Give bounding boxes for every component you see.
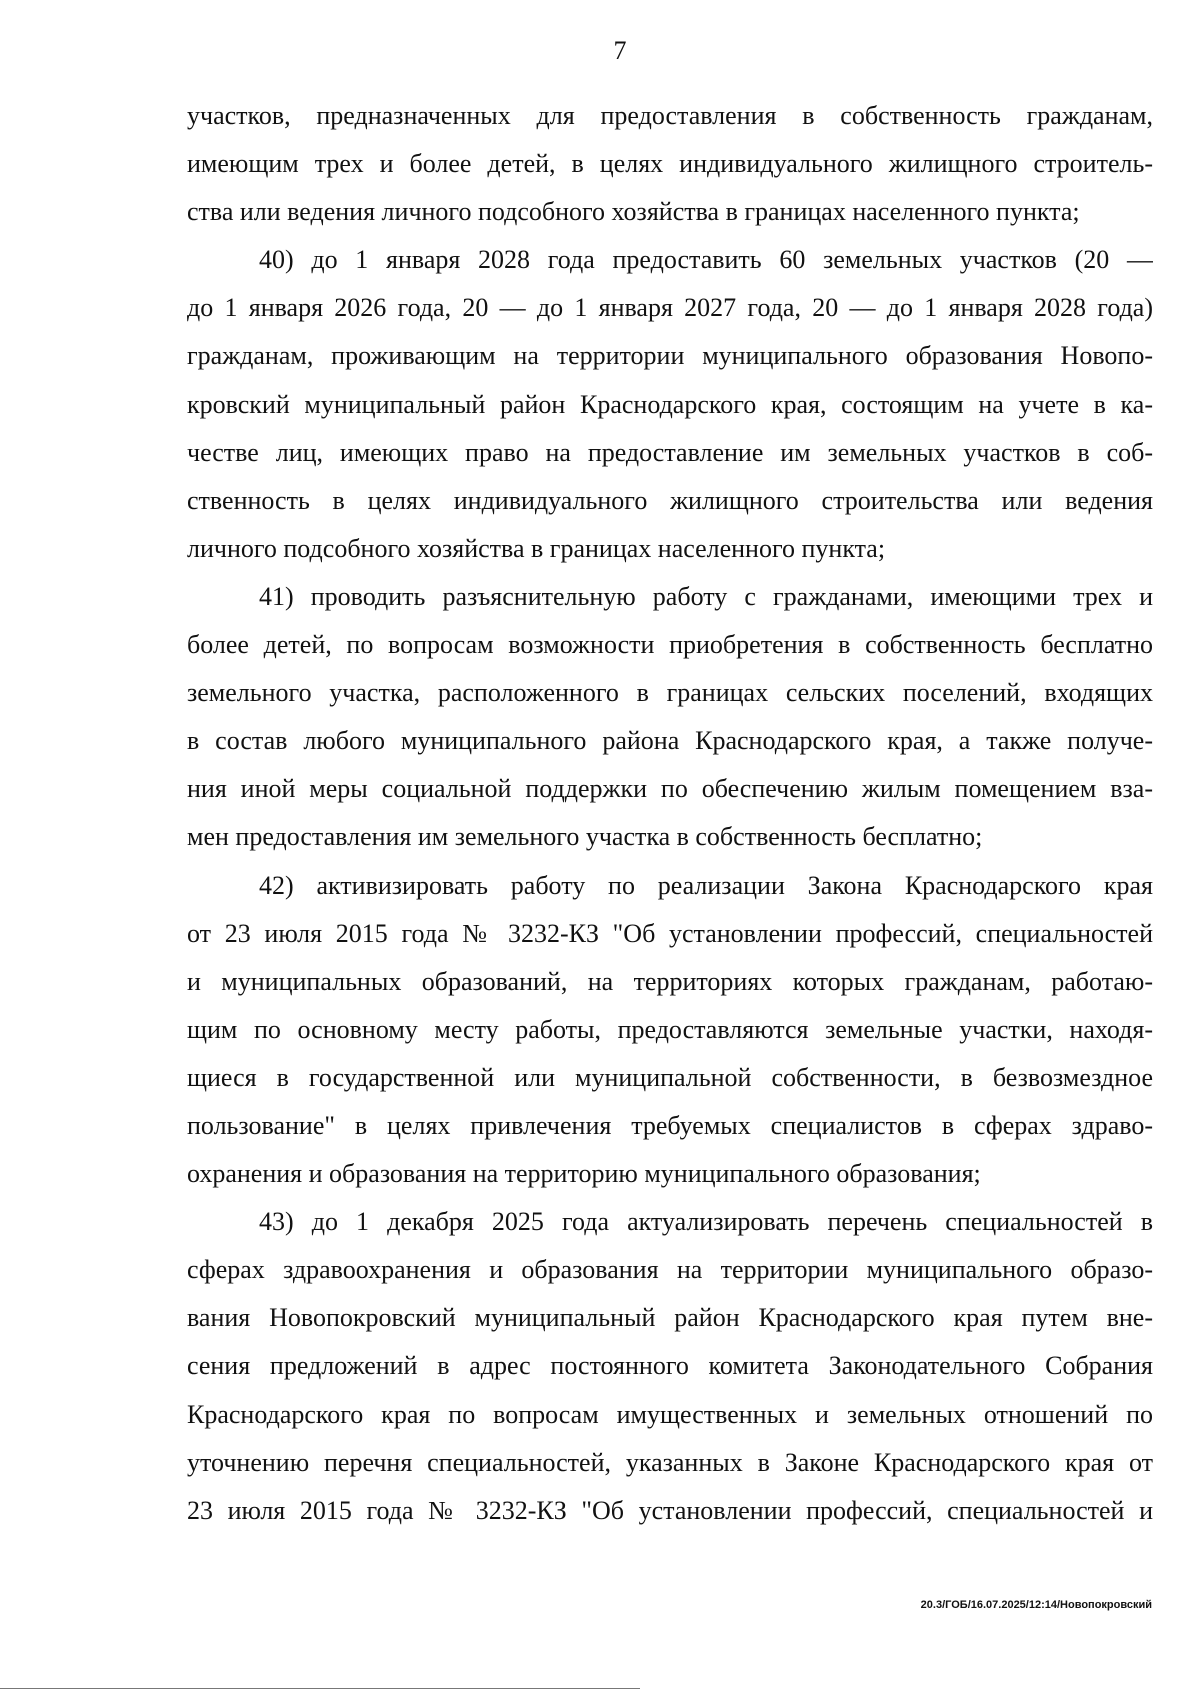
document-body — [187, 92, 1153, 1535]
bottom-rule-line — [0, 1688, 640, 1689]
text-line: и муниципальных образований, на территориях которых гражданам, работаю- — [187, 966, 1153, 996]
text-line: сения предложений в адрес постоянного комитета Законодательного Собрания — [187, 1351, 1153, 1381]
text-line: в состав любого муниципального района Краснодарского края, а также получе- — [187, 726, 1153, 756]
text-line: гражданам, проживающим на территории муниципального образования Новопо- — [187, 341, 1153, 371]
text-line: честве лиц, имеющих право на предоставление им земельных участков в соб- — [187, 437, 1153, 467]
text-line: охранения и образования на территорию муниципального образования; — [187, 1159, 981, 1189]
text-line: более детей, по вопросам возможности приобретения в собственность бесплатно — [187, 630, 1153, 660]
text-line: ственность в целях индивидуального жилищного строительства или ведения — [187, 485, 1153, 515]
paragraph-first-line: 42) активизировать работу по реализации Закона Краснодарского края — [259, 870, 1153, 900]
paragraph-first-line: 40) до 1 января 2028 года предоставить 60 земельных участков (20 — — [259, 245, 1153, 275]
text-line: земельного участка, расположенного в границах сельских поселений, входящих — [187, 678, 1153, 708]
page-number: 7 — [613, 36, 627, 65]
text-line: щим по основному месту работы, предоставляются земельные участки, находя- — [187, 1014, 1153, 1044]
text-line: личного подсобного хозяйства в границах населенного пункта; — [187, 533, 886, 563]
text-line: Краснодарского края по вопросам имущественных и земельных отношений по — [187, 1399, 1153, 1429]
text-line: пользование" в целях привлечения требуемых специалистов в сферах здраво- — [187, 1110, 1153, 1140]
footer-document-code: 20.3/ГОБ/16.07.2025/12:14/Новопокровский — [920, 1599, 1152, 1611]
text-line: кровский муниципальный район Краснодарского края, состоящим на учете в ка- — [187, 389, 1153, 419]
text-line: от 23 июля 2015 года № 3232-КЗ "Об установлении профессий, специальностей — [187, 918, 1153, 948]
text-line: участков, предназначенных для предоставления в собственность гражданам, — [187, 101, 1153, 130]
paragraph-first-line: 41) проводить разъяснительную работу с гражданами, имеющими трех и — [259, 581, 1153, 611]
text-line: щиеся в государственной или муниципальной собственности, в безвозмездное — [187, 1062, 1153, 1092]
text-line: вания Новопокровский муниципальный район Краснодарского края путем вне- — [187, 1303, 1153, 1333]
text-line: сферах здравоохранения и образования на территории муниципального образо- — [187, 1255, 1153, 1285]
paragraph-first-line: 43) до 1 декабря 2025 года актуализировать перечень специальностей в — [259, 1207, 1153, 1237]
text-line: 23 июля 2015 года № 3232-КЗ "Об установлении профессий, специальностей и — [187, 1495, 1153, 1525]
text-line: ства или ведения личного подсобного хозяйства в границах населенного пункта; — [187, 197, 1080, 227]
text-line: ния иной меры социальной поддержки по обеспечению жилым помещением вза- — [187, 774, 1153, 804]
text-line: мен предоставления им земельного участка в собственность бесплатно; — [187, 822, 983, 852]
text-line: до 1 января 2026 года, 20 — до 1 января 2027 года, 20 — до 1 января 2028 года) — [187, 293, 1153, 323]
text-line: уточнению перечня специальностей, указанных в Законе Краснодарского края от — [187, 1447, 1153, 1477]
text-line: имеющим трех и более детей, в целях индивидуального жилищного строитель- — [187, 149, 1153, 179]
